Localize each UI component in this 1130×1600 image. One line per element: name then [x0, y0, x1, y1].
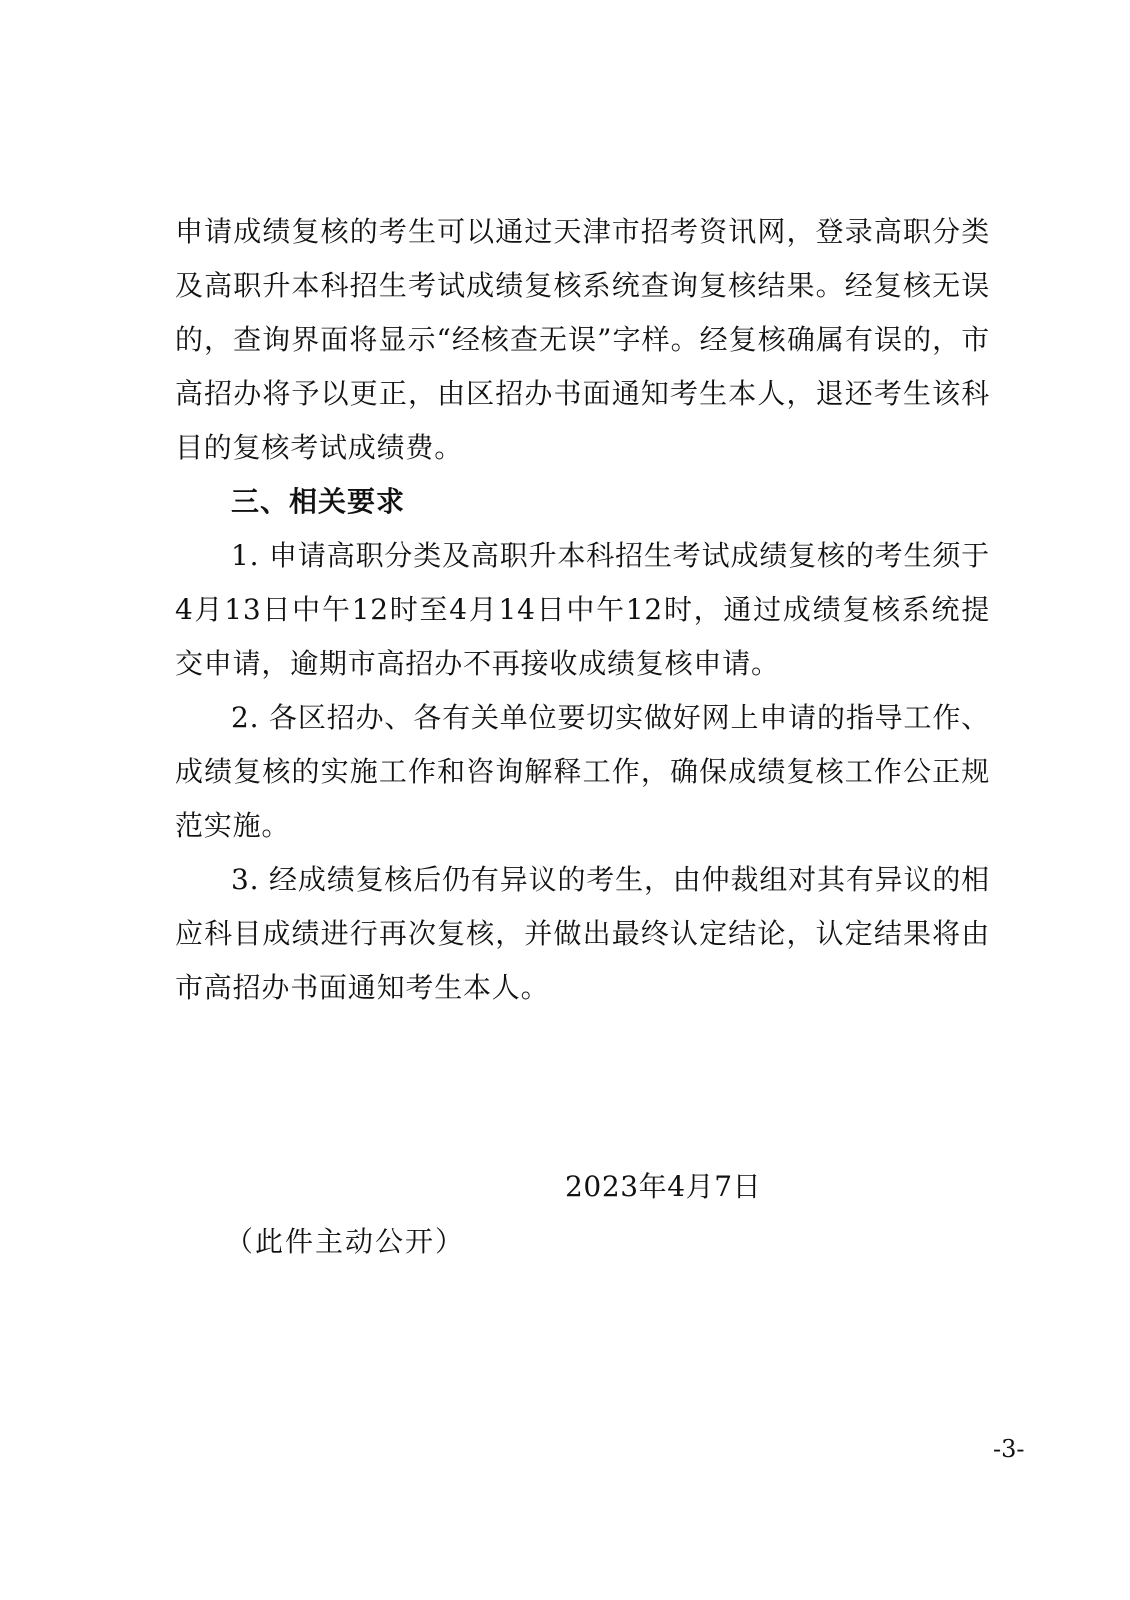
disclosure-note: （此件主动公开）: [225, 1225, 466, 1258]
requirement-item-2: 2. 各区招办、各有关单位要切实做好网上申请的指导工作、成绩复核的实施工作和咨询解释工作，确保成绩复核工作公正规范实施。: [175, 701, 990, 842]
section-heading-requirements: 三、相关要求: [231, 485, 406, 518]
paragraph-results-query: 申请成绩复核的考生可以通过天津市招考资讯网，登录高职分类及高职升本科招生考试成绩复核系统查询复核结果。经复核无误的，查询界面将显示“经核查无误”字样。经复核确属有误的，市高招办将予以更正，由区招办书面通知考生本人，退还考生该科目的复核考试成绩费。: [175, 215, 990, 464]
page-number: -3-: [993, 1435, 1025, 1463]
document-body: [175, 205, 990, 1015]
requirement-item-1: 1. 申请高职分类及高职升本科招生考试成绩复核的考生须于4月13日中午12时至4月14日中午12时，通过成绩复核系统提交申请，逾期市高招办不再接收成绩复核申请。: [175, 539, 990, 680]
requirement-item-3: 3. 经成绩复核后仍有异议的考生，由仲裁组对其有异议的相应科目成绩进行再次复核，并做出最终认定结论，认定结果将由市高招办书面通知考生本人。: [175, 863, 990, 1004]
document-date: 2023年4月7日: [565, 1170, 762, 1203]
